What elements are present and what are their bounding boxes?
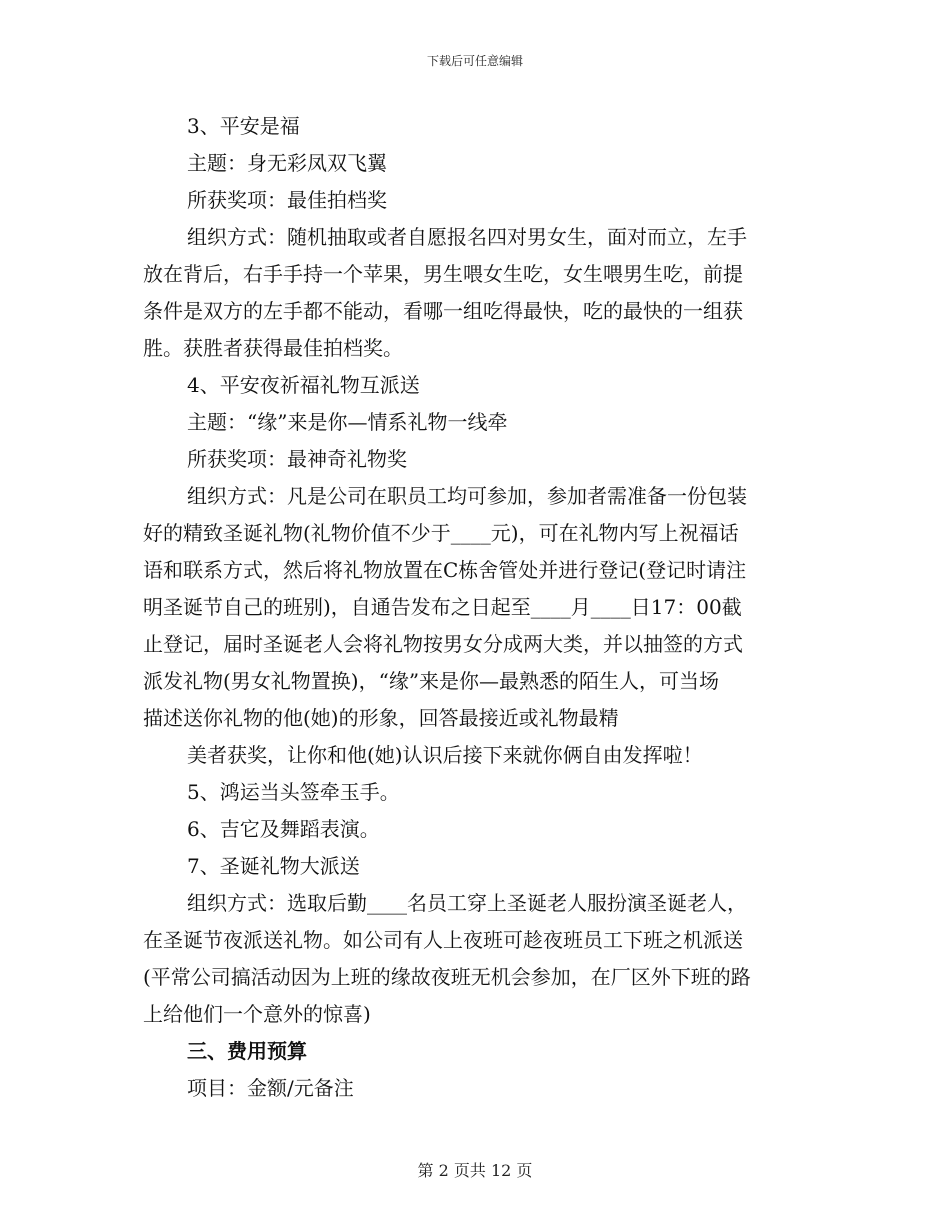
paragraph-line: 派发礼物(男女礼物置换)，“缘”来是你—最熟悉的陌生人，可当场 bbox=[143, 669, 720, 693]
paragraph-line: 主题：“缘”来是你—情系礼物一线牵 bbox=[187, 410, 508, 434]
paragraph-line: 胜。获胜者获得最佳拍档奖。 bbox=[143, 336, 403, 360]
section-heading-5: 5、鸿运当头签牵玉手。 bbox=[187, 780, 400, 804]
section-title-budget: 三、费用预算 bbox=[187, 1039, 307, 1063]
paragraph-line: 主题：身无彩凤双飞翼 bbox=[187, 151, 387, 175]
paragraph-line: 明圣诞节自己的班别)，自通告发布之日起至____月____日17：00截 bbox=[143, 595, 742, 619]
paragraph-line: 放在背后，右手手持一个苹果，男生喂女生吃，女生喂男生吃，前提 bbox=[143, 262, 743, 286]
section-heading-7: 7、圣诞礼物大派送 bbox=[187, 854, 360, 878]
document-body bbox=[143, 108, 808, 1107]
paragraph-line: 描述送你礼物的他(她)的形象，回答最接近或礼物最精 bbox=[143, 706, 619, 730]
paragraph-line: 项目：金额/元备注 bbox=[187, 1076, 354, 1100]
page-footer: 第 2 页共 12 页 bbox=[417, 1161, 533, 1180]
paragraph-line: 美者获奖，让你和他(她)认识后接下来就你俩自由发挥啦！ bbox=[187, 743, 703, 767]
paragraph-line: 止登记，届时圣诞老人会将礼物按男女分成两大类，并以抽签的方式 bbox=[143, 632, 743, 656]
paragraph-line: 在圣诞节夜派送礼物。如公司有人上夜班可趁夜班员工下班之机派送 bbox=[143, 928, 743, 952]
paragraph-line: (平常公司搞活动因为上班的缘故夜班无机会参加，在厂区外下班的路 bbox=[143, 965, 751, 989]
page-header: 下载后可任意编辑 bbox=[426, 54, 523, 68]
paragraph-line: 组织方式：随机抽取或者自愿报名四对男女生，面对而立，左手 bbox=[187, 225, 747, 249]
paragraph-line: 组织方式：选取后勤____名员工穿上圣诞老人服扮演圣诞老人， bbox=[187, 891, 747, 915]
section-heading-6: 6、吉它及舞蹈表演。 bbox=[187, 817, 380, 841]
section-heading-3: 3、平安是福 bbox=[187, 114, 300, 138]
paragraph-line: 所获奖项：最佳拍档奖 bbox=[187, 188, 387, 212]
section-heading-4: 4、平安夜祈福礼物互派送 bbox=[187, 373, 420, 397]
paragraph-line: 语和联系方式，然后将礼物放置在C栋舍管处并进行登记(登记时请注 bbox=[143, 558, 747, 582]
paragraph-line: 所获奖项：最神奇礼物奖 bbox=[187, 447, 407, 471]
paragraph-line: 好的精致圣诞礼物(礼物价值不少于____元)，可在礼物内写上祝福话 bbox=[143, 521, 739, 545]
paragraph-line: 组织方式：凡是公司在职员工均可参加，参加者需准备一份包装 bbox=[187, 484, 747, 508]
paragraph-line: 条件是双方的左手都不能动，看哪一组吃得最快，吃的最快的一组获 bbox=[143, 299, 743, 323]
paragraph-line: 上给他们一个意外的惊喜) bbox=[143, 1002, 371, 1026]
